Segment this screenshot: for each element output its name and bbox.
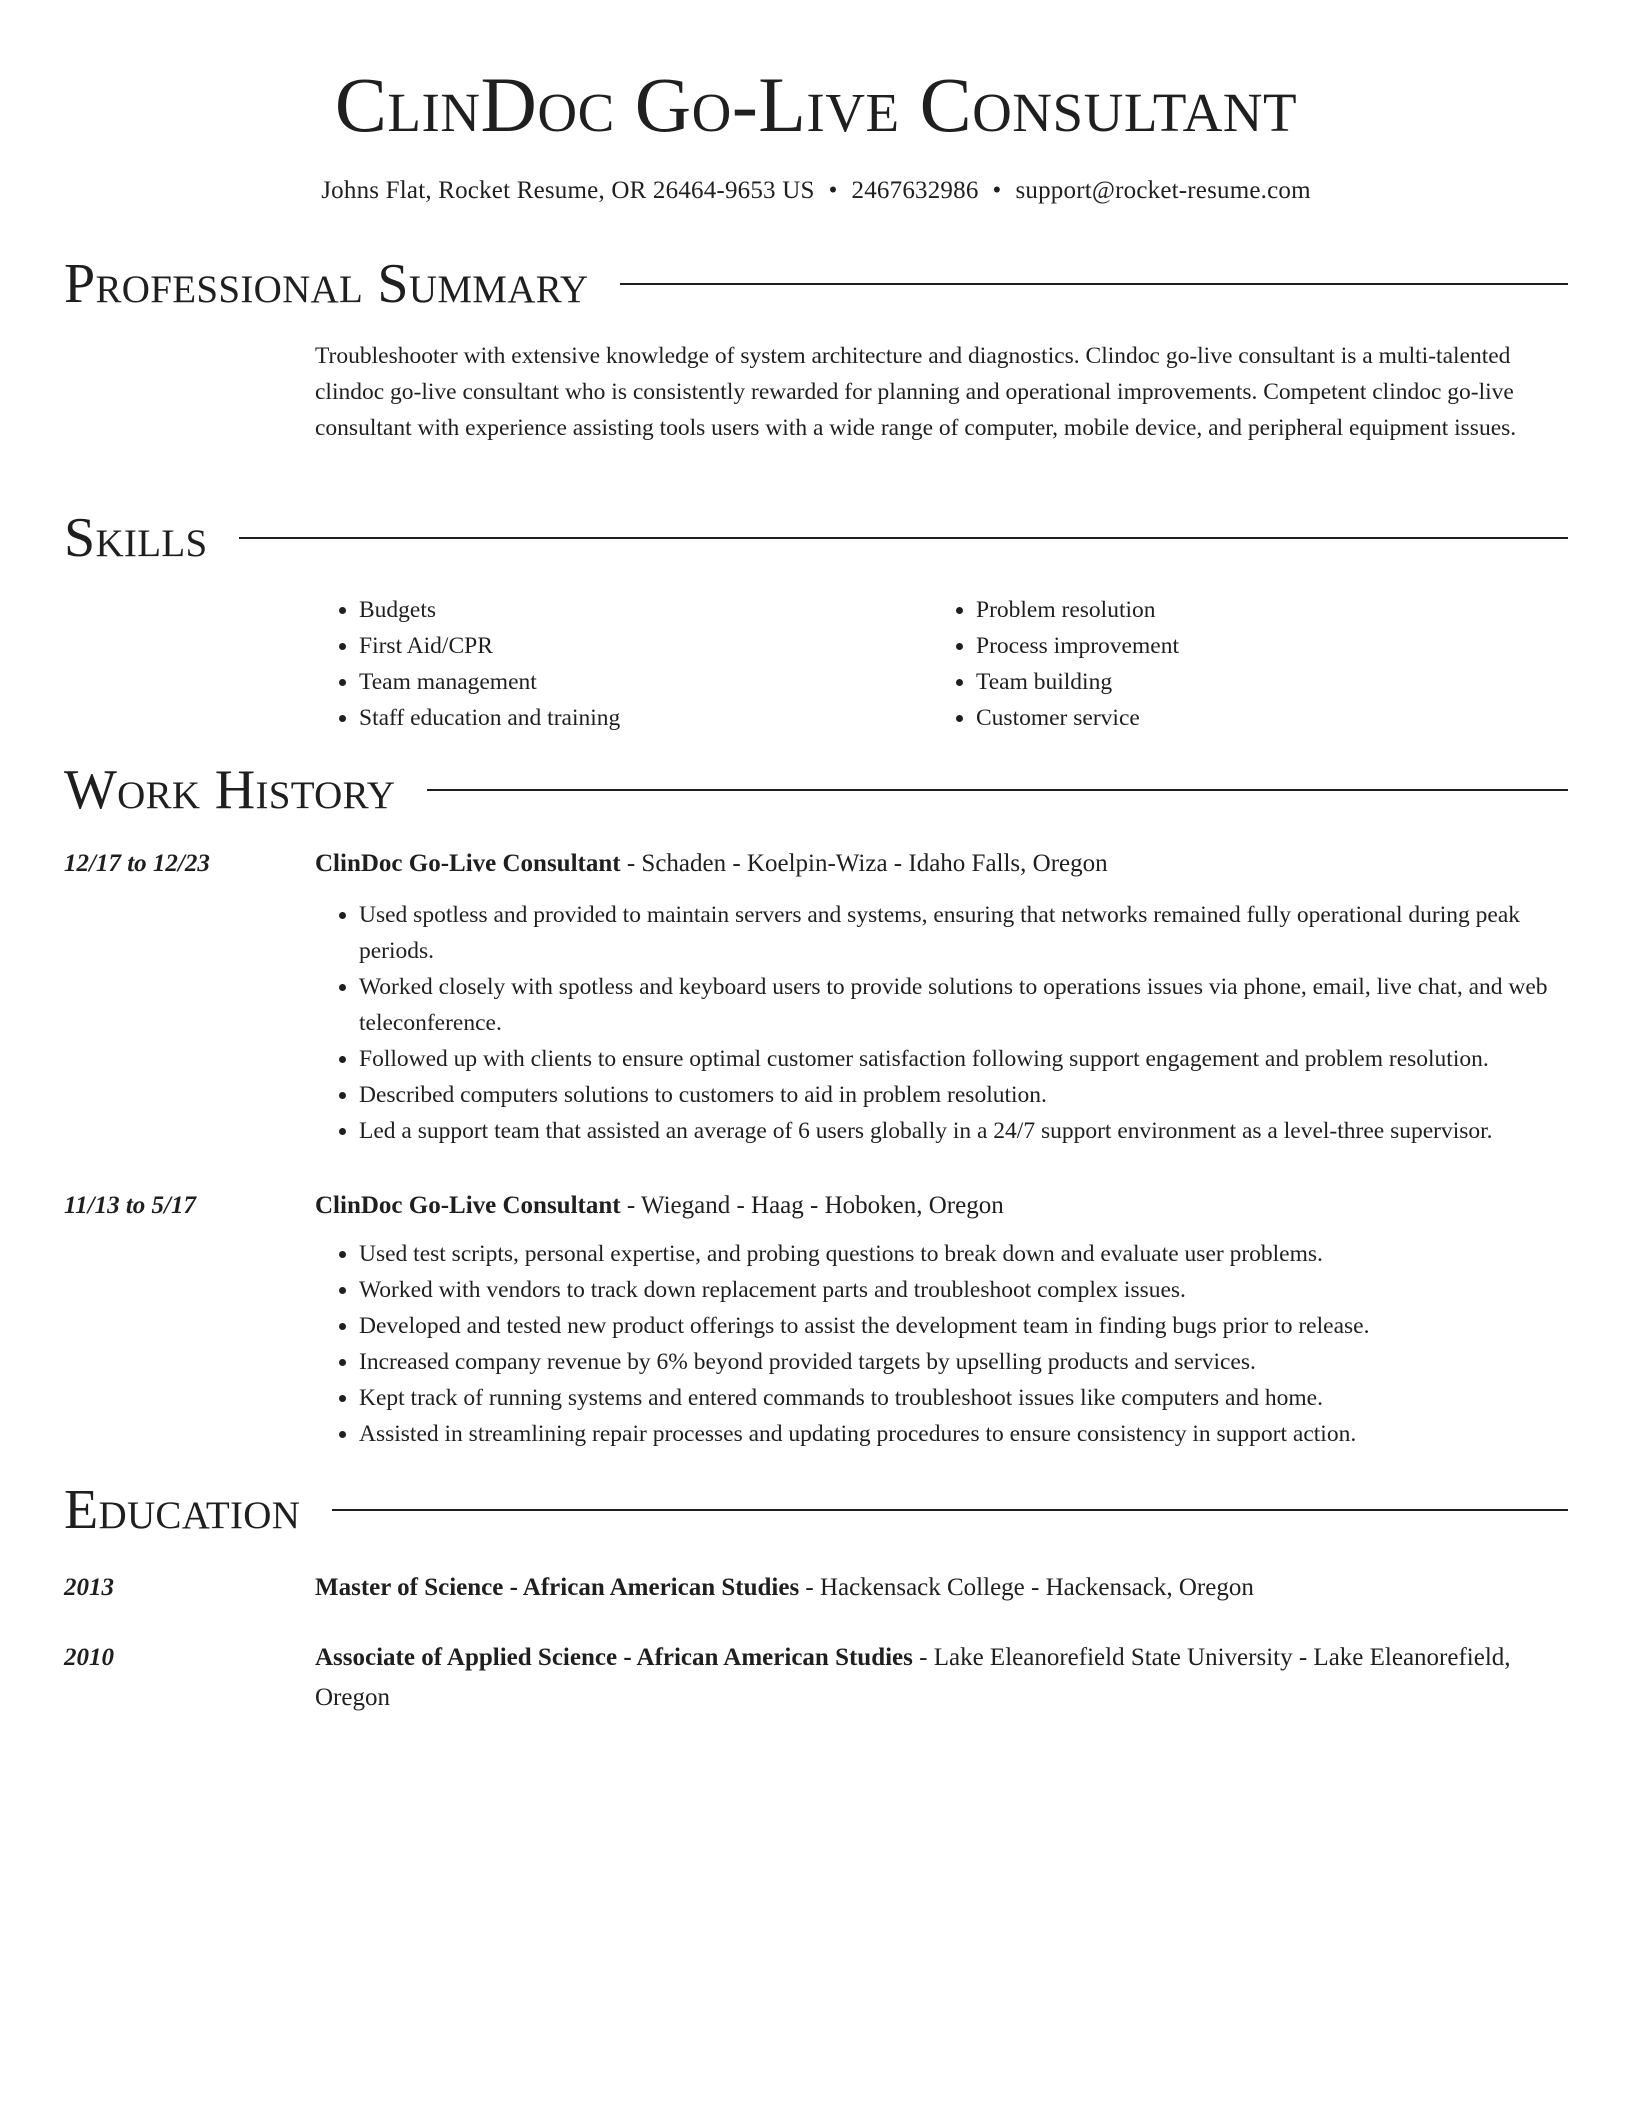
section-title: Skills: [64, 507, 208, 569]
skill-item: • Staff education and training: [359, 700, 932, 736]
job-dates: 11/13 to 5/17: [64, 1192, 196, 1219]
job-bullets: [315, 1236, 1568, 1452]
skills-list-left: [315, 592, 932, 736]
job-bullet: • Assisted in streamlining repair processes and updating procedures to ensure consistency in support action.: [359, 1416, 1568, 1452]
separator: •: [828, 177, 838, 204]
section-rule: [427, 789, 1568, 791]
job-details: - Schaden - Koelpin-Wiza - Idaho Falls, Oregon: [620, 850, 1108, 877]
job-details: - Wiegand - Haag - Hoboken, Oregon: [620, 1192, 1004, 1219]
job-bullet: • Used test scripts, personal expertise, and probing questions to break down and evaluate user problems.: [359, 1236, 1568, 1272]
phone: 2467632986: [851, 177, 979, 204]
section-rule: [620, 283, 1568, 285]
section-title: Professional Summary: [64, 253, 589, 315]
contact-line: [64, 174, 1568, 208]
job-title-line: [315, 844, 1568, 884]
skills-block: [315, 592, 1568, 736]
job-dates: 12/17 to 12/23: [64, 850, 210, 877]
job-bullet: • Increased company revenue by 6% beyond provided targets by upselling products and services.: [359, 1344, 1568, 1380]
job-role: ClinDoc Go-Live Consultant: [315, 850, 621, 877]
candidate-name: ClinDoc Go-Live Consultant: [334, 61, 1298, 148]
job-role: ClinDoc Go-Live Consultant: [315, 1192, 621, 1219]
skill-item: • Team building: [976, 664, 1549, 700]
section-heading-skills: [64, 505, 1568, 571]
summary-text: Troubleshooter with extensive knowledge of system architecture and diagnostics. Clindoc go-live consultant is a multi-talented clindoc go-live consultant who is consistently rewarded for planning and operational improvements. Competent clindoc go-live consultant with experience assisting tools users with a wide range of computer, mobile device, and peripheral equipment issues.: [315, 343, 1517, 441]
section-rule: [239, 537, 1568, 539]
education-line: [315, 1568, 1568, 1608]
skill-item: • Customer service: [976, 700, 1549, 736]
job-title-line: [315, 1186, 1568, 1226]
education-year: 2010: [64, 1644, 114, 1671]
education-line: [315, 1638, 1568, 1718]
education-year: 2013: [64, 1574, 114, 1601]
job-bullet: • Worked closely with spotless and keyboard users to provide solutions to operations issues via phone, email, live chat, and web teleconference.: [359, 969, 1568, 1041]
job-entry: [315, 844, 1568, 1149]
separator: •: [992, 177, 1002, 204]
resume-page: [64, 0, 1568, 1711]
section-title: Work History: [64, 759, 396, 821]
email: support@rocket-resume.com: [1015, 177, 1311, 204]
job-bullet: • Followed up with clients to ensure optimal customer satisfaction following support engagement and problem resolution.: [359, 1041, 1568, 1077]
job-bullets: [315, 897, 1568, 1149]
skill-item: • Team management: [359, 664, 932, 700]
skills-list-right: [932, 592, 1549, 736]
address: Johns Flat, Rocket Resume, OR 26464-9653 US: [321, 177, 815, 204]
job-entry: [315, 1186, 1568, 1452]
job-bullet: • Kept track of running systems and entered commands to troubleshoot issues like computers and home.: [359, 1380, 1568, 1416]
section-heading-work: [64, 757, 1568, 823]
section-heading-education: [64, 1477, 1568, 1543]
school-details: - Hackensack College - Hackensack, Oregon: [799, 1574, 1254, 1601]
summary-block: [315, 338, 1568, 446]
education-entry: [315, 1568, 1568, 1608]
skill-item: • Process improvement: [976, 628, 1549, 664]
degree: Master of Science - African American Studies: [315, 1574, 800, 1601]
job-bullet: • Led a support team that assisted an average of 6 users globally in a 24/7 support environment as a level-three supervisor.: [359, 1113, 1568, 1149]
education-entry: [315, 1638, 1568, 1718]
section-heading-summary: [64, 251, 1568, 317]
job-bullet: • Described computers solutions to customers to aid in problem resolution.: [359, 1077, 1568, 1113]
skill-item: • First Aid/CPR: [359, 628, 932, 664]
skill-item: • Budgets: [359, 592, 932, 628]
school-details: - Lake Eleanorefield State University - Lake Eleanorefield, Oregon: [315, 1644, 1511, 1711]
job-bullet: • Developed and tested new product offerings to assist the development team in finding bugs prior to release.: [359, 1308, 1568, 1344]
job-bullet: • Worked with vendors to track down replacement parts and troubleshoot complex issues.: [359, 1272, 1568, 1308]
degree: Associate of Applied Science - African American Studies: [315, 1644, 913, 1671]
section-title: Education: [64, 1479, 301, 1541]
skill-item: • Problem resolution: [976, 592, 1549, 628]
section-rule: [332, 1509, 1568, 1511]
job-bullet: • Used spotless and provided to maintain servers and systems, ensuring that networks remained fully operational during peak periods.: [359, 897, 1568, 969]
